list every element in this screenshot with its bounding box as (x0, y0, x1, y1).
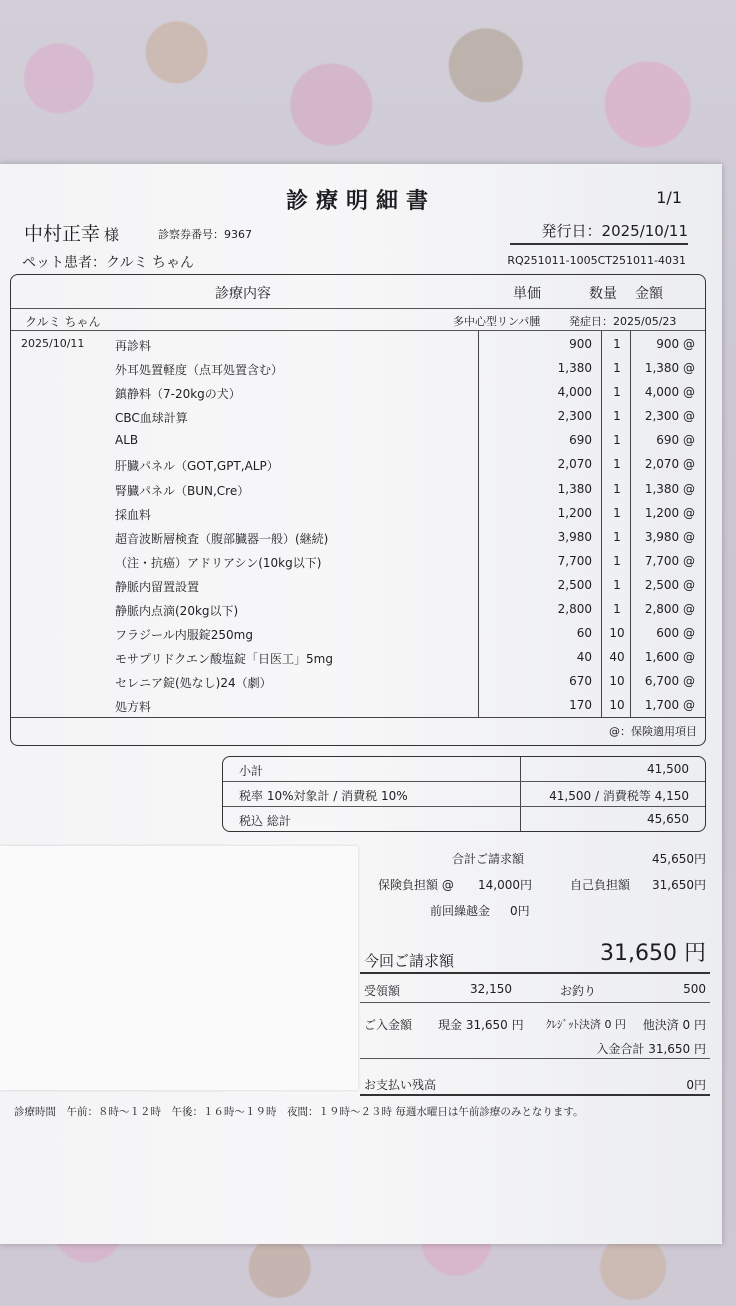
header-qty: 数量 (589, 286, 617, 302)
table-row (11, 453, 705, 477)
change-value: 500 (683, 982, 706, 996)
item-amount: 900 @ (656, 337, 695, 351)
item-unit-price: 1,200 (557, 505, 592, 520)
item-unit-price: 690 (569, 433, 592, 448)
table-row (11, 381, 705, 405)
item-name: 採血料 (115, 507, 152, 522)
received-value: 32,150 (470, 982, 512, 996)
item-amount: 2,300 @ (644, 409, 695, 424)
item-qty: 10 (609, 674, 625, 689)
item-qty: 1 (613, 409, 621, 424)
change-label: お釣り (560, 984, 597, 998)
insurance-legend: @：保険適用項目 (609, 725, 697, 738)
total-claim-label: 合計ご請求額 (452, 852, 525, 866)
item-unit-price: 40 (576, 650, 592, 665)
item-qty: 40 (609, 650, 625, 665)
item-rows (11, 333, 705, 719)
table-row (11, 670, 705, 694)
table-row (11, 694, 705, 718)
current-claim-underline (360, 972, 710, 974)
deposit-total: 入金合計 31,650 円 (596, 1042, 706, 1056)
item-qty: 1 (613, 577, 621, 592)
item-qty: 10 (609, 626, 625, 641)
received-label: 受領額 (364, 984, 401, 998)
total-label: 税込 総計 (239, 814, 291, 828)
owner-name (24, 219, 119, 246)
card-number: 診察券番号：9367 (158, 228, 252, 241)
item-amount: 600 @ (656, 626, 695, 641)
page-number: 1/1 (656, 188, 682, 207)
current-claim-value: 31,650 円 (600, 941, 706, 966)
item-name: セレニア錠(処なし)24（劇） (115, 676, 272, 691)
subtotal-value: 41,500 (647, 762, 689, 776)
item-qty: 1 (613, 361, 621, 376)
item-unit-price: 670 (569, 674, 592, 689)
item-qty: 1 (613, 505, 621, 520)
item-name: 外耳処置軽度（点耳処置含む） (115, 363, 284, 378)
item-qty: 1 (613, 553, 621, 568)
item-amount: 6,700 @ (644, 674, 695, 689)
cash-value: 現金 31,650 円 (438, 1018, 524, 1032)
visit-date: 2025/10/11 (21, 337, 85, 350)
item-name: モサプリドクエン酸塩錠「日医工」5mg (115, 652, 333, 667)
item-unit-price: 900 (569, 337, 592, 351)
item-unit-price: 2,070 (557, 457, 592, 472)
owner-name-text: 中村正幸 (24, 223, 101, 245)
item-unit-price: 7,700 (557, 553, 592, 568)
total-value: 45,650 (647, 812, 689, 826)
self-pay-label: 自己負担額 (570, 878, 631, 892)
patient-row (11, 309, 705, 331)
item-amount: 7,700 @ (644, 553, 695, 568)
tax-value: 41,500 / 消費税等 4,150 (549, 789, 689, 803)
header-unit-price: 単価 (513, 286, 541, 302)
item-unit-price: 1,380 (557, 481, 592, 496)
item-unit-price: 3,980 (557, 529, 592, 544)
item-name: 静脈内点滴(20kg以下) (115, 604, 239, 619)
table-header (11, 275, 705, 309)
item-name: CBC血球計算 (115, 411, 188, 426)
balance-underline (360, 1094, 710, 1096)
item-unit-price: 1,380 (557, 361, 592, 376)
onset-date: 発症日：2025/05/23 (569, 315, 677, 328)
insurance-label: 保険負担額 @ (378, 878, 454, 892)
balance-label: お支払い残高 (364, 1078, 437, 1092)
item-amount: 1,700 @ (644, 698, 695, 713)
subtotal-label: 小計 (239, 764, 264, 778)
tax-row (223, 782, 705, 807)
carryover-label: 前回繰越金 (430, 904, 491, 918)
tax-label: 税率 10%対象計 / 消費税 10% (239, 789, 408, 803)
item-amount: 1,380 @ (644, 361, 695, 376)
item-name: ALB (115, 433, 139, 448)
table-row (11, 429, 705, 453)
item-name: 処方料 (115, 700, 152, 715)
item-amount: 2,500 @ (644, 577, 695, 592)
total-row (223, 807, 705, 832)
issue-date: 発行日：2025/10/11 (510, 220, 688, 245)
table-row (11, 405, 705, 429)
balance-value: 0円 (686, 1078, 706, 1092)
item-qty: 1 (613, 481, 621, 496)
summary-box (222, 756, 706, 832)
pet-patient: ペット患者：クルミ ちゃん (22, 255, 195, 271)
item-unit-price: 2,500 (557, 577, 592, 592)
table-row (11, 526, 705, 550)
item-name: 腎臓パネル（BUN,Cre） (115, 483, 250, 498)
header-amount: 金額 (635, 286, 663, 302)
item-amount: 2,800 @ (644, 602, 695, 617)
deposit-underline (360, 1058, 710, 1059)
item-qty: 1 (613, 337, 621, 351)
diagnosis: 多中心型リンパ腫 (453, 315, 541, 328)
item-unit-price: 2,800 (557, 602, 592, 617)
carryover-value: 0円 (510, 904, 530, 918)
item-amount: 1,600 @ (644, 650, 695, 665)
table-row (11, 502, 705, 526)
item-unit-price: 2,300 (557, 409, 592, 424)
item-amount: 3,980 @ (644, 529, 695, 544)
table-row (11, 646, 705, 670)
received-underline (360, 1002, 710, 1003)
item-name: 鎮静料（7-20kgの犬） (115, 387, 241, 402)
table-row (11, 333, 705, 357)
item-unit-price: 60 (576, 626, 592, 641)
item-qty: 1 (613, 602, 621, 617)
item-amount: 690 @ (656, 433, 695, 448)
item-qty: 10 (609, 698, 625, 713)
table-row (11, 478, 705, 502)
item-amount: 2,070 @ (644, 457, 695, 472)
item-amount: 1,200 @ (644, 505, 695, 520)
item-qty: 1 (613, 433, 621, 448)
table-row (11, 357, 705, 381)
record-id: RQ251011-1005CT251011-4031 (507, 254, 686, 267)
item-qty: 1 (613, 385, 621, 400)
current-claim-label: 今回ご請求額 (364, 952, 455, 970)
self-pay-value: 31,650円 (652, 878, 706, 892)
treatment-table (10, 274, 706, 746)
subtotal-row (223, 757, 705, 782)
patient-name: クルミ ちゃん (25, 315, 101, 329)
table-row (11, 550, 705, 574)
item-name: 再診料 (115, 339, 152, 353)
item-amount: 1,380 @ (644, 481, 695, 496)
clinic-hours: 診療時間 午前：８時～１２時 午後：１６時～１９時 夜間：１９時～２３時 毎週水曜日は午前診療のみとなります。 (14, 1106, 584, 1118)
item-unit-price: 4,000 (557, 385, 592, 400)
item-qty: 1 (613, 529, 621, 544)
header-content: 診療内容 (215, 286, 271, 302)
table-row (11, 574, 705, 598)
table-row (11, 622, 705, 646)
item-name: 超音波断層検査（腹部臓器一般）(継続) (115, 531, 329, 546)
redaction-sheet (0, 846, 358, 1090)
other-value: 他決済 0 円 (642, 1018, 706, 1032)
total-claim-value: 45,650円 (652, 852, 706, 866)
legend-divider (11, 717, 705, 718)
item-name: （注・抗癌）アドリアシン(10kg以下) (115, 555, 322, 570)
deposit-label: ご入金額 (364, 1018, 413, 1032)
item-unit-price: 170 (569, 698, 592, 713)
owner-suffix: 様 (104, 226, 120, 244)
page-title: 診療明細書 (285, 189, 436, 214)
credit-value: ｸﾚｼﾞｯﾄ決済 0 円 (546, 1018, 626, 1031)
item-name: 肝臓パネル（GOT,GPT,ALP） (115, 459, 279, 474)
item-amount: 4,000 @ (644, 385, 695, 400)
table-row (11, 598, 705, 622)
item-qty: 1 (613, 457, 621, 472)
insurance-value: 14,000円 (478, 878, 532, 892)
item-name: 静脈内留置設置 (115, 579, 200, 594)
item-name: フラジール内服錠250mg (115, 628, 253, 643)
